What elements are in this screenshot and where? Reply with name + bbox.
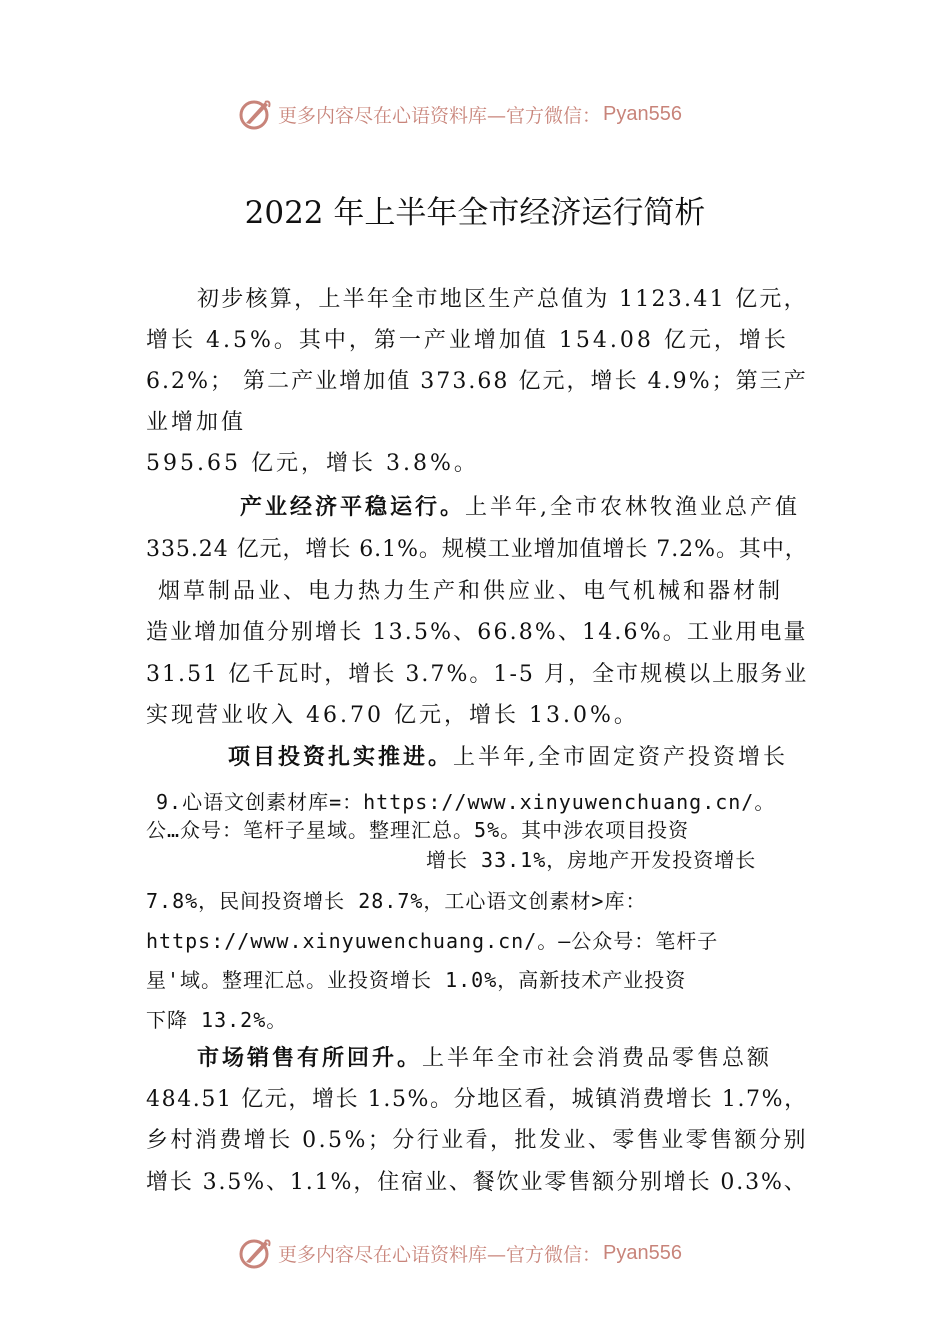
paragraph-line: 实现营业收入 46.70 亿元，增长 13.0%。: [146, 703, 639, 728]
paragraph-line: 增长 4.5%。其中，第一产业增加值 154.08 亿元，增长: [146, 328, 789, 353]
watermark-text: 更多内容尽在心语资料库—官方微信：: [278, 1243, 602, 1266]
paragraph-line: 增长 33.1%，房地产开发投资增长: [426, 848, 757, 872]
paragraph-line: 31.51 亿千瓦时，增长 3.7%。1-5 月，全市规模以上服务业: [146, 662, 809, 687]
paragraph-line: 6.2%； 第二产业增加值 373.68 亿元，增长 4.9%；第三产: [146, 369, 808, 394]
paragraph-line: 乡村消费增长 0.5%；分行业看，批发业、零售业零售额分别: [146, 1128, 808, 1153]
paragraph-text: 上半年,全市固定资产投资增长: [453, 745, 789, 770]
section-heading: 产业经济平稳运行。: [240, 494, 466, 520]
paragraph-line: 星'域。整理汇总。业投资增长 1.0%，高新技术产业投资: [146, 968, 687, 992]
paragraph-line: 595.65 亿元，增长 3.8%。: [146, 451, 479, 476]
watermark-id: Pyan556: [603, 102, 682, 125]
paragraph-line: 484.51 亿元，增长 1.5%。分地区看，城镇消费增长 1.7%，: [146, 1087, 808, 1112]
paragraph-line: 下降 13.2%。: [146, 1008, 288, 1032]
paragraph-text: 上半年,全市农林牧渔业总产值: [465, 495, 801, 520]
watermark-text: 更多内容尽在心语资料库—官方微信：: [278, 104, 602, 127]
watermark-id: Pyan556: [603, 1241, 682, 1264]
paragraph-line: 烟草制品业、电力热力生产和供应业、电气机械和器材制: [158, 579, 784, 604]
quill-logo-icon: [238, 1236, 272, 1270]
quill-logo-icon: [238, 97, 272, 131]
section-heading: 项目投资扎实推进。: [228, 744, 454, 770]
paragraph-line: 335.24 亿元，增长 6.1%。规模工业增加值增长 7.2%。其中，: [146, 537, 808, 562]
paragraph-line: https://www.xinyuwenchuang.cn/。—公众号：笔杆子: [146, 929, 719, 953]
paragraph-line: 9.心语文创素材库=：https://www.xinyuwenchuang.cn/。: [156, 790, 776, 814]
section-heading: 市场销售有所回升。: [197, 1045, 423, 1071]
paragraph-line: 公…众号：笔杆子星域。整理汇总。5%。其中涉农项目投资: [146, 818, 690, 842]
paragraph-line: [228, 742, 788, 772]
paragraph-line: 增长 3.5%、1.1%，住宿业、餐饮业零售额分别增长 0.3%、: [146, 1170, 808, 1195]
paragraph-line: [240, 492, 800, 522]
paragraph-line: 7.8%，民间投资增长 28.7%，工心语文创素材>库：: [146, 889, 647, 913]
paragraph-line: [197, 1043, 772, 1073]
watermark-header: [238, 96, 682, 132]
watermark-footer: [238, 1235, 682, 1271]
paragraph-text: 上半年全市社会消费品零售总额: [422, 1046, 773, 1071]
paragraph-line: 业增加值: [146, 410, 247, 435]
paragraph-line: 初步核算，上半年全市地区生产总值为 1123.41 亿元，: [197, 287, 808, 312]
document-title: 2022 年上半年全市经济运行简析: [244, 195, 706, 231]
paragraph-line: 造业增加值分别增长 13.5%、66.8%、14.6%。工业用电量: [146, 620, 808, 645]
